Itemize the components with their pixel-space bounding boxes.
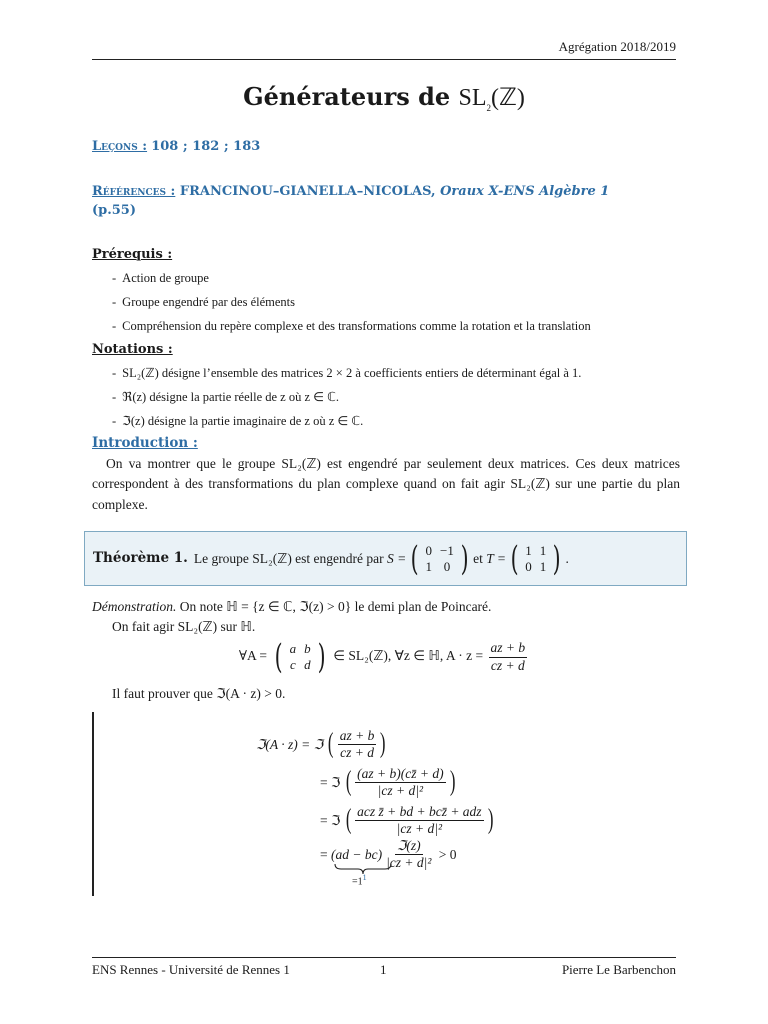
footer-left: ENS Rennes - Université de Rennes 1 — [92, 962, 290, 977]
lecons-value: 108 ; 182 ; 183 — [151, 139, 261, 154]
references-book: Oraux X-ENS Algèbre 1 — [440, 184, 610, 199]
eq4-factor: (ad − bc) — [331, 846, 383, 862]
theorem-label: Théorème 1. — [93, 549, 188, 566]
action-lhs: ∀A = — [238, 648, 267, 664]
title-group-arg: (ℤ) — [491, 85, 525, 111]
matrix-cell: 1 — [525, 542, 532, 558]
prerequis-item: - Action de groupe — [92, 269, 680, 287]
eq1-fraction — [338, 728, 377, 761]
fraction-numerator: az + b — [489, 640, 528, 657]
title-text: Générateurs de — [243, 82, 451, 111]
theorem-box — [84, 531, 687, 586]
fraction-denominator: cz + d — [490, 657, 525, 673]
fraction-numerator: (az + b)(cz̄ + d) — [355, 766, 445, 783]
matrix-cell: b — [304, 641, 311, 657]
fraction-numerator: ℑ(z) — [395, 838, 423, 855]
header-rule — [92, 59, 676, 60]
title-group: $SL_2(ℤ)$ — [458, 85, 525, 113]
eq2-fraction — [355, 766, 445, 799]
eq-prefix: = ℑ — [320, 812, 341, 828]
theorem-and: et — [473, 550, 483, 566]
action-fraction — [489, 640, 528, 673]
action-mid: ∈ SL₂(ℤ), ∀z ∈ ℍ, A · z = — [333, 648, 484, 664]
theorem-s-name: S = — [387, 550, 407, 566]
references-label: Références : — [92, 184, 176, 199]
fraction-denominator: |cz + d|² — [396, 820, 442, 836]
page-title — [0, 80, 768, 116]
lecons-label: Leçons : — [92, 139, 148, 154]
matrix-a: ( a b c d ) — [275, 637, 326, 677]
header-course-year: Agrégation 2018/2019 — [558, 39, 676, 54]
proof-margin-bar — [92, 712, 94, 896]
matrix-s: ( 0 −1 1 0 ) — [410, 538, 469, 579]
eq-line-2: = ℑ ( $\frac{(az + b)(cz̄ + d)}{\text{|cz + d|²}}$ ) — [320, 765, 456, 798]
introduction-heading: Introduction : — [92, 435, 198, 451]
introduction-text: On va montrer que le groupe SL₂(ℤ) est engendré par seulement deux matrices. Ces deux matrices correspondent à des transformations du plan complexe quand on fait agir SL₂(ℤ) sur une partie du plan complexe. — [92, 455, 680, 513]
matrix-cell: 0 — [525, 558, 532, 574]
footer-right: Pierre Le Barbenchon — [561, 962, 676, 977]
matrix-cell: 0 — [425, 542, 433, 558]
matrix-cell: a — [289, 641, 297, 657]
footnote-mark[interactable]: 1 — [362, 873, 367, 882]
proof-label: Démonstration. — [92, 599, 177, 614]
proof-line1: On note ℍ = {z ∈ ℂ, ℑ(z) > 0} le demi plan de Poincaré. — [179, 599, 492, 614]
eq3-fraction — [355, 804, 483, 837]
theorem-t-name: T = — [486, 550, 507, 566]
title-group-subscript: 2 — [486, 102, 492, 113]
matrix-cell: 1 — [539, 558, 547, 574]
fraction-numerator: az + b — [338, 728, 377, 745]
eq-prefix: = ℑ — [320, 774, 341, 790]
theorem-text: Le groupe SL₂(ℤ) est engendré par — [193, 550, 384, 566]
prerequis-item: - Compréhension du repère complexe et des transformations comme la rotation et la translation — [92, 317, 680, 335]
references-page: (p.55) — [92, 202, 137, 218]
notations-section — [92, 341, 680, 430]
eq4-tail: > 0 — [438, 846, 457, 862]
theorem-end-punct: . — [565, 550, 569, 566]
fraction-denominator: cz + d — [340, 744, 374, 760]
fraction-denominator: |cz + d|² — [377, 782, 423, 798]
references-authors: FRANCINOU–GIANELLA–NICOLAS, — [179, 184, 436, 199]
prerequis-item: - Groupe engendré par des éléments — [92, 293, 680, 311]
prerequis-section — [92, 246, 680, 335]
fraction-numerator: acz z̄ + bd + bcz̄ + adz — [355, 804, 483, 821]
introduction-section — [92, 434, 680, 516]
lecons-line — [92, 138, 680, 157]
fraction-denominator: |cz + d|² — [386, 855, 432, 871]
notation-item: - ℜ(z) désigne la partie réelle de z où z ∈ ℂ. — [92, 388, 680, 406]
proof-intro — [92, 597, 680, 636]
prerequis-heading: Prérequis : — [92, 247, 173, 262]
notation-item: - ℑ(z) désigne la partie imaginaire de z où z ∈ ℂ. — [92, 412, 680, 430]
eq-equals: = — [320, 846, 328, 862]
matrix-cell: d — [304, 657, 311, 672]
action-equation — [0, 637, 768, 677]
underbrace-value: =1 — [352, 876, 363, 888]
references-line — [92, 183, 680, 221]
matrix-cell: −1 — [440, 542, 454, 558]
eq-lhs: ℑ(A · z) = ℑ — [256, 736, 324, 752]
matrix-t: ( 1 1 0 1 ) — [510, 538, 561, 579]
proof-line3: Il faut prouver que ℑ(A · z) > 0. — [112, 686, 286, 701]
notation-item: - SL₂(ℤ) désigne l’ensemble des matrices 2 × 2 à coefficients entiers de déterminant égal à 1. — [92, 364, 680, 382]
footer-rule — [92, 957, 676, 958]
matrix-cell: 1 — [539, 542, 547, 558]
matrix-cell: 0 — [443, 558, 451, 574]
eq-line-1: ℑ(A · z) = ℑ ( $\frac{az + b}{cz + d}$ ) — [256, 727, 386, 760]
matrix-cell: 1 — [425, 558, 433, 574]
page-number: 1 — [380, 962, 387, 977]
eq-line-3: = ℑ ( $\frac{\text{acz z̄ + bd + bcz̄ + adz}}{\text{|cz + d|²}}$ ) — [320, 803, 494, 836]
matrix-cell: c — [290, 657, 296, 672]
notations-heading: Notations : — [92, 342, 173, 357]
proof-line2: On fait agir SL₂(ℤ) sur ℍ. — [112, 618, 256, 634]
underbrace-label — [352, 872, 367, 890]
